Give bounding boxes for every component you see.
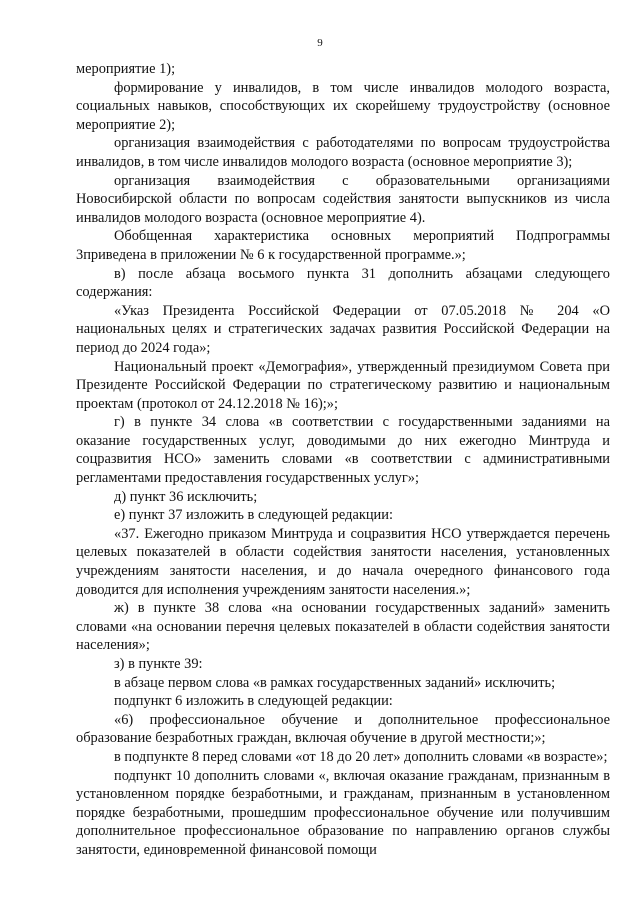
paragraph: мероприятие 1); [76, 61, 176, 77]
paragraph: организация взаимодействия с образовательными организациями Новосибирской области по вопросам содействия занятости выпускников из числа инвалидов молодого возраста (основное мероприятие 4). [76, 172, 610, 226]
paragraph: организация взаимодействия с работодателями по вопросам трудоустройства инвалидов, в том числе инвалидов молодого возраста (основное мероприятие 3); [76, 135, 610, 170]
paragraph: «37. Ежегодно приказом Минтруда и соцразвития НСО утверждается перечень целевых показателей в области содействия занятости населения, установленных учреждениям занятости населения, и до начала очередного финансового года доводится для исполнения учреждениям занятости населения.»; [76, 525, 610, 598]
paragraph: в подпункте 8 перед словами «от 18 до 20 лет» дополнить словами «в возрасте»; [114, 748, 608, 765]
paragraph: «Указ Президента Российской Федерации от 07.05.2018 № 204 «О национальных целях и стратегических задачах развития Российской Федерации на период до 2024 года»; [76, 302, 610, 356]
paragraph: Национальный проект «Демография», утвержденный президиумом Совета при Президенте Российской Федерации по стратегическому развитию и национальным проектам (протокол от 24.12.2018 № 16);»; [76, 358, 610, 412]
paragraph: «6) профессиональное обучение и дополнительное профессиональное образование безработных граждан, включая обучение в другой местности;»; [76, 711, 610, 747]
paragraph: в абзаце первом слова «в рамках государственных заданий» исключить; [114, 674, 556, 691]
paragraph: з) в пункте 39: [114, 656, 203, 672]
paragraph: г) в пункте 34 слова «в соответствии с государственными заданиями на оказание государственных услуг, доводимыми до них ежегодно Минтруда и соцразвития НСО» заменить словами «в соответствии с административными регламентами предоставления государственных услуг»; [76, 414, 610, 487]
page-number: 9 [317, 37, 323, 49]
paragraph: формирование у инвалидов, в том числе инвалидов молодого возраста, социальных навыков, способствующих их скорейшему трудоустройству (основное мероприятие 2); [76, 79, 610, 133]
paragraph: ж) в пункте 38 слова «на основании государственных заданий» заменить словами «на основании перечня целевых показателей в области содействия занятости населения»; [76, 600, 610, 654]
paragraph: д) пункт 36 исключить; [114, 488, 258, 505]
paragraph: в) после абзаца восьмого пункта 31 дополнить абзацами следующего содержания: [76, 265, 610, 301]
paragraph: подпункт 10 дополнить словами «, включая оказание гражданам, признанным в установленном порядке безработными, и гражданам, признанным в установленном порядке безработными, прошедшим профессиональное обучение или получившим дополнительное профессиональное образование по направлению органов службы занятости, единовременной финансовой помощи [76, 767, 610, 858]
document-body [76, 60, 610, 860]
paragraph: подпункт 6 изложить в следующей редакции: [114, 693, 393, 710]
paragraph: е) пункт 37 изложить в следующей редакции: [114, 507, 393, 524]
paragraph: Обобщенная характеристика основных мероприятий Подпрограммы 3приведена в приложении № 6 к государственной программе.»; [76, 228, 610, 263]
